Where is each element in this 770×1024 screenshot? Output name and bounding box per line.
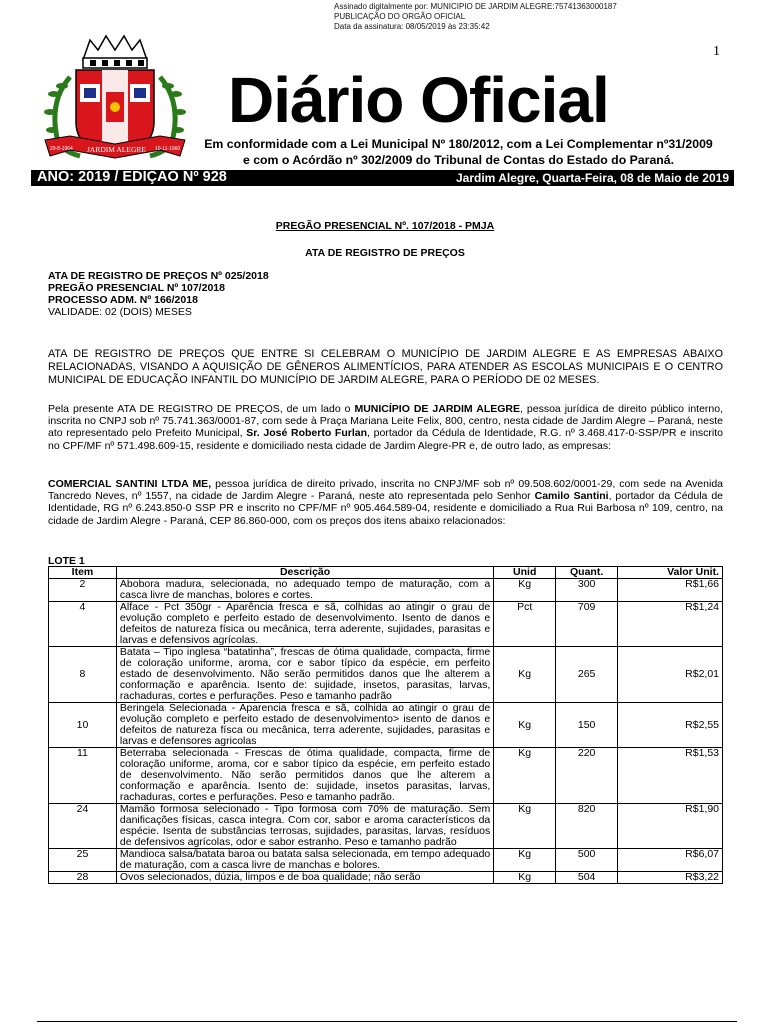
table-row: [49, 647, 723, 703]
cell-quant: 820: [556, 804, 618, 849]
ref-ata: ATA DE REGISTRO DE PREÇOS Nº 025/2018: [48, 270, 269, 282]
signature-line-1: Assinado digitalmente por: MUNICIPIO DE JARDIM ALEGRE:75741363000187: [334, 2, 617, 11]
cell-item: 4: [49, 602, 117, 647]
cell-item: 24: [49, 804, 117, 849]
cell-desc: Ovos selecionados, dúzia, limpos e de boa qualidade; não serão: [116, 872, 493, 884]
cell-quant: 504: [556, 872, 618, 884]
table-header-row: [49, 567, 723, 579]
col-header-item: Item: [49, 567, 117, 579]
cell-unid: Kg: [494, 849, 556, 872]
ref-pregao: PREGÃO PRESENCIAL Nº 107/2018: [48, 282, 225, 294]
footer-divider: [37, 1021, 737, 1022]
cell-item: 2: [49, 579, 117, 602]
page-number: 1: [713, 44, 720, 59]
cell-unid: Kg: [494, 748, 556, 804]
cell-quant: 150: [556, 703, 618, 748]
table-row: [49, 872, 723, 884]
doc-heading-2: ATA DE REGISTRO DE PREÇOS: [305, 247, 465, 259]
cell-valor: R$6,07: [618, 849, 723, 872]
doc-reference-block: [48, 270, 269, 318]
crest-left-date: 29-8-1964: [50, 146, 73, 152]
crest-banner-text: JARDIM ALEGRE: [87, 145, 146, 154]
signature-line-3: Data da assinatura: 08/05/2019 às 23:35:42: [334, 22, 490, 31]
masthead-title: Diário Oficial: [228, 64, 609, 136]
cell-item: 11: [49, 748, 117, 804]
cell-valor: R$2,01: [618, 647, 723, 703]
col-header-valor: Valor Unit.: [618, 567, 723, 579]
table-row: [49, 579, 723, 602]
municipal-crest-icon: [40, 32, 190, 172]
cell-valor: R$3,22: [618, 872, 723, 884]
cell-desc: Beterraba selecionada - Frescas de ótima qualidade, compacta, firme de coloração uniforme, aroma, cor e sabor típico da espécie, em perfeito estado de desenvolvimento. Não serão permitidos danos que lhe alterem a conformação e aparência. Isento de: sujidade, insetos parasitas, larvas, rachaduras, cortes e perfurações. Peso e tamanho padrão.: [116, 748, 493, 804]
cell-quant: 220: [556, 748, 618, 804]
lote-label: LOTE 1: [48, 555, 85, 567]
cell-quant: 709: [556, 602, 618, 647]
cell-desc: Mamão formosa selecionado - Tipo formosa com 70% de maturação. Sem danificações físicas, casca integra. Com cor, sabor e aroma característicos da espécie. Isenta de substâncias terrosas, sujidades, parasitas, larvas, resíduos de defensivos agrícolas, odor e sabor estranho. Peso e tamanho padrão: [116, 804, 493, 849]
subtitle-line-2: e com o Acórdão nº 302/2009 do Tribunal de Contas do Estado do Paraná.: [242, 152, 675, 167]
edition-date: Jardim Alegre, Quarta-Feira, 08 de Maio de 2019: [456, 171, 729, 185]
intro-paragraph: ATA DE REGISTRO DE PREÇOS QUE ENTRE SI CELEBRAM O MUNICÍPIO DE JARDIM ALEGRE E AS EMPRESAS ABAIXO RELACIONADAS, VISANDO A AQUISIÇÃO DE GÊNEROS ALIMENTÍCIOS, PARA ATENDER AS ESCOLAS MUNICIPAIS E O CENTRO MUNICIPAL DE EDUCAÇÃO INFANTIL DO MUNICÍPIO DE JARDIM ALEGRE, PARA O PERÍODO DE 02 MESES.: [48, 348, 723, 387]
col-header-desc: Descrição: [116, 567, 493, 579]
cell-unid: Kg: [494, 804, 556, 849]
subtitle-line-1: Em conformidade com a Lei Municipal Nº 180/2012, com a Lei Complementar nº31/2009: [204, 137, 713, 151]
table-row: [49, 748, 723, 804]
cell-quant: 500: [556, 849, 618, 872]
table-row: [49, 703, 723, 748]
cell-unid: Kg: [494, 579, 556, 602]
cell-quant: 265: [556, 647, 618, 703]
items-table: [48, 566, 723, 884]
digital-signature: [334, 2, 617, 32]
cell-item: 10: [49, 703, 117, 748]
cell-unid: Kg: [494, 647, 556, 703]
table-row: [49, 602, 723, 647]
col-header-unid: Unid: [494, 567, 556, 579]
cell-valor: R$1,24: [618, 602, 723, 647]
col-header-quant: Quant.: [556, 567, 618, 579]
cell-unid: Kg: [494, 872, 556, 884]
table-row: [49, 849, 723, 872]
cell-valor: R$2,55: [618, 703, 723, 748]
cell-valor: R$1,53: [618, 748, 723, 804]
signature-line-2: PUBLICAÇÃO DO ORGÃO OFICIAL: [334, 12, 466, 21]
cell-quant: 300: [556, 579, 618, 602]
edition-label: ANO: 2019 / EDIÇÃO Nº 928: [37, 169, 227, 185]
doc-heading-1: PREGÃO PRESENCIAL Nº. 107/2018 - PMJA: [275, 220, 495, 232]
cell-unid: Pct: [494, 602, 556, 647]
paragraph-company: COMERCIAL SANTINI LTDA ME, pessoa jurídica de direito privado, inscrita no CNPJ/MF sob nº 09.508.602/0001-29, com sede na Avenida Tancredo Neves, nº 1557, na cidade de Jardim Alegre - Paraná, neste ato representada pelo Senhor Camilo Santini, portador da Cédula de Identidade, RG nº 6.243.850-0 SSP PR e inscrito no CPF/MF nº 905.464.589-04, residente e domiciliado a Rua Rui Barbosa nº 109, centro, na cidade de Jardim Alegre - Paraná, CEP 86.860-000, com os preços dos itens abaixo relacionados:: [48, 478, 724, 527]
crest-right-date: 10-11-1960: [155, 146, 181, 152]
cell-item: 28: [49, 872, 117, 884]
masthead-subtitle: [186, 137, 731, 168]
cell-valor: R$1,90: [618, 804, 723, 849]
ref-processo: PROCESSO ADM. Nº 166/2018: [48, 294, 198, 306]
ref-validade: VALIDADE: 02 (DOIS) MESES: [48, 306, 192, 318]
cell-desc: Alface - Pct 350gr - Aparência fresca e sã, colhidas ao atingir o grau de evolução completo e perfeito estado de desenvolvimento. Isento de danos e defeitos de natureza física ou mecânica, terra aderente, sujidades, parasitas e larvas e defensivos agrícolas.: [116, 602, 493, 647]
cell-desc: Abobora madura, selecionada, no adequado tempo de maturação, com a casca livre de manchas, bolores e cortes.: [116, 579, 493, 602]
cell-valor: R$1,66: [618, 579, 723, 602]
paragraph-municipality: Pela presente ATA DE REGISTRO DE PREÇOS, de um lado o MUNICÍPIO DE JARDIM ALEGRE, pessoa jurídica de direito público interno, inscrita no CNPJ sob nº 75.741.363/0001-87, com sede à Praça Mariana Leite Felix, 800, centro, nesta cidade de Jardim Alegre – Paraná, neste ato representado pelo Prefeito Municipal, Sr. José Roberto Furlan, portador da Cédula de Identidade, R.G. nº 3.468.417-0-SSP/PR e inscrito no CPF/MF nº 571.498.609-15, residente e domiciliado nesta cidade de Jardim Alegre-PR e, de outro lado, as empresas:: [48, 403, 724, 452]
cell-desc: Beringela Selecionada - Aparencia fresca e sã, colhida ao atingir o grau de evolução completo e perfeito estado de desenvolvimento> isento de danos e defeitos de natureza físca ou mecânica, terra aderente, sujidades, parasitas e larvas e defensores agricolas: [116, 703, 493, 748]
cell-item: 8: [49, 647, 117, 703]
cell-desc: Batata – Tipo inglesa “batatinha”, frescas de ótima qualidade, compacta, firme de coloração uniforme, aroma, cor e sabor típico da espécie, em perfeito estado de desenvolvimento. Não serão permitidos danos que lhe alterem a conformação e aparência. Isento de: sujidade, insetos, parasitas, larvas, rachaduras, cortes e perfurações. Peso e tamanho padrão: [116, 647, 493, 703]
cell-desc: Mandioca salsa/batata baroa ou batata salsa selecionada, em tempo adequado de maturação, com a casca livre de manchas e bolores.: [116, 849, 493, 872]
edition-bar: [31, 170, 734, 186]
cell-unid: Kg: [494, 703, 556, 748]
cell-item: 25: [49, 849, 117, 872]
table-row: [49, 804, 723, 849]
